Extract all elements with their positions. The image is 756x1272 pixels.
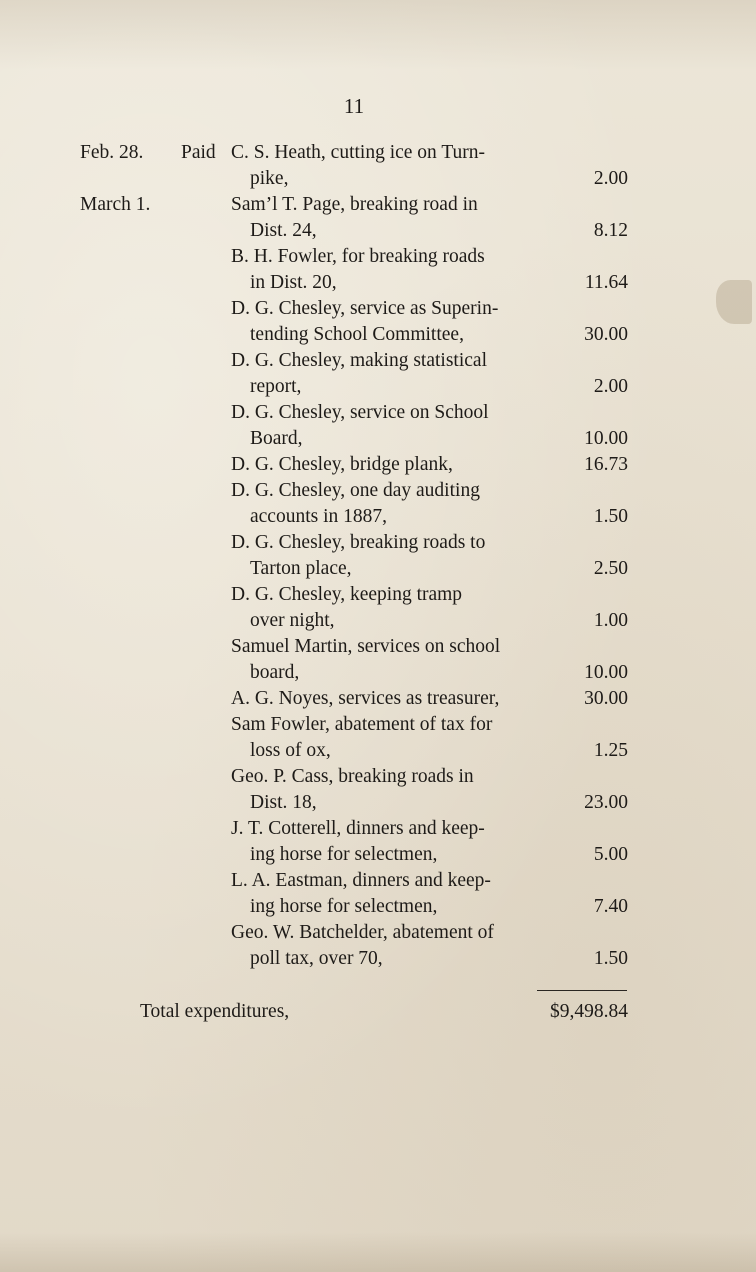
- entry-description: Geo. W. Batchelder, abatement of: [231, 922, 494, 943]
- entry-description: D. G. Chesley, service on School: [231, 402, 489, 423]
- entry-description-continued: in Dist. 20,: [250, 272, 337, 293]
- entry-description: B. H. Fowler, for breaking roads: [231, 246, 485, 267]
- entry-amount: 5.00: [593, 844, 628, 865]
- entry-description: D. G. Chesley, keeping tramp: [231, 584, 463, 605]
- entry-date: March 1.: [80, 194, 151, 215]
- total-label: Total expenditures,: [140, 1001, 290, 1022]
- entry-description-continued: Dist. 24,: [250, 220, 317, 241]
- entry-description: J. T. Cotterell, dinners and keep-: [231, 818, 485, 839]
- entry-description: A. G. Noyes, services as treasurer,: [231, 688, 500, 709]
- entry-description-continued: ing horse for selectmen,: [250, 896, 438, 917]
- entry-description: D. G. Chesley, making statistical: [231, 350, 487, 371]
- entry-amount: 11.64: [584, 272, 628, 293]
- entry-amount: 2.50: [593, 558, 628, 579]
- entry-date: Feb. 28.: [80, 142, 144, 163]
- entry-amount: 1.25: [593, 740, 628, 761]
- entry-description-continued: board,: [250, 662, 300, 683]
- entry-amount: 30.00: [584, 324, 628, 345]
- entry-description: Samuel Martin, services on school: [231, 636, 501, 657]
- entry-description-continued: Dist. 18,: [250, 792, 317, 813]
- paper-bottom-edge: [0, 1232, 756, 1272]
- entry-amount: 1.00: [593, 610, 628, 631]
- entry-amount: 2.00: [593, 168, 628, 189]
- entry-description-continued: over night,: [250, 610, 335, 631]
- entry-description-continued: report,: [250, 376, 302, 397]
- entry-amount: 1.50: [593, 506, 628, 527]
- entry-prefix: Paid: [181, 142, 216, 163]
- entry-description: Sam Fowler, abatement of tax for: [231, 714, 493, 735]
- entry-amount: 10.00: [584, 662, 628, 683]
- entry-description-continued: ing horse for selectmen,: [250, 844, 438, 865]
- entry-amount: 23.00: [584, 792, 628, 813]
- entry-description-continued: Board,: [250, 428, 303, 449]
- total-amount: $9,498.84: [550, 1001, 628, 1022]
- paper-stain: [716, 280, 752, 324]
- page-number: 11: [343, 94, 365, 118]
- entry-description: Sam’l T. Page, breaking road in: [231, 194, 478, 215]
- entry-description-continued: tending School Committee,: [250, 324, 464, 345]
- entry-description: D. G. Chesley, bridge plank,: [231, 454, 453, 475]
- entry-description: L. A. Eastman, dinners and keep-: [231, 870, 491, 891]
- entry-description: C. S. Heath, cutting ice on Turn-: [231, 142, 486, 163]
- entry-amount: 10.00: [584, 428, 628, 449]
- entry-description: Geo. P. Cass, breaking roads in: [231, 766, 474, 787]
- paper-top-edge: [0, 0, 756, 70]
- entry-description-continued: poll tax, over 70,: [250, 948, 383, 969]
- entry-amount: 1.50: [593, 948, 628, 969]
- entry-description-continued: loss of ox,: [250, 740, 331, 761]
- entry-description: D. G. Chesley, breaking roads to: [231, 532, 486, 553]
- entry-amount: 8.12: [593, 220, 628, 241]
- entry-amount: 7.40: [593, 896, 628, 917]
- entry-description-continued: pike,: [250, 168, 289, 189]
- entry-description-continued: Tarton place,: [250, 558, 352, 579]
- total-rule: [537, 990, 627, 991]
- entry-amount: 30.00: [584, 688, 628, 709]
- entry-amount: 16.73: [584, 454, 628, 475]
- entry-description: D. G. Chesley, service as Superin-: [231, 298, 499, 319]
- entry-description: D. G. Chesley, one day auditing: [231, 480, 480, 501]
- entry-amount: 2.00: [593, 376, 628, 397]
- entry-description-continued: accounts in 1887,: [250, 506, 388, 527]
